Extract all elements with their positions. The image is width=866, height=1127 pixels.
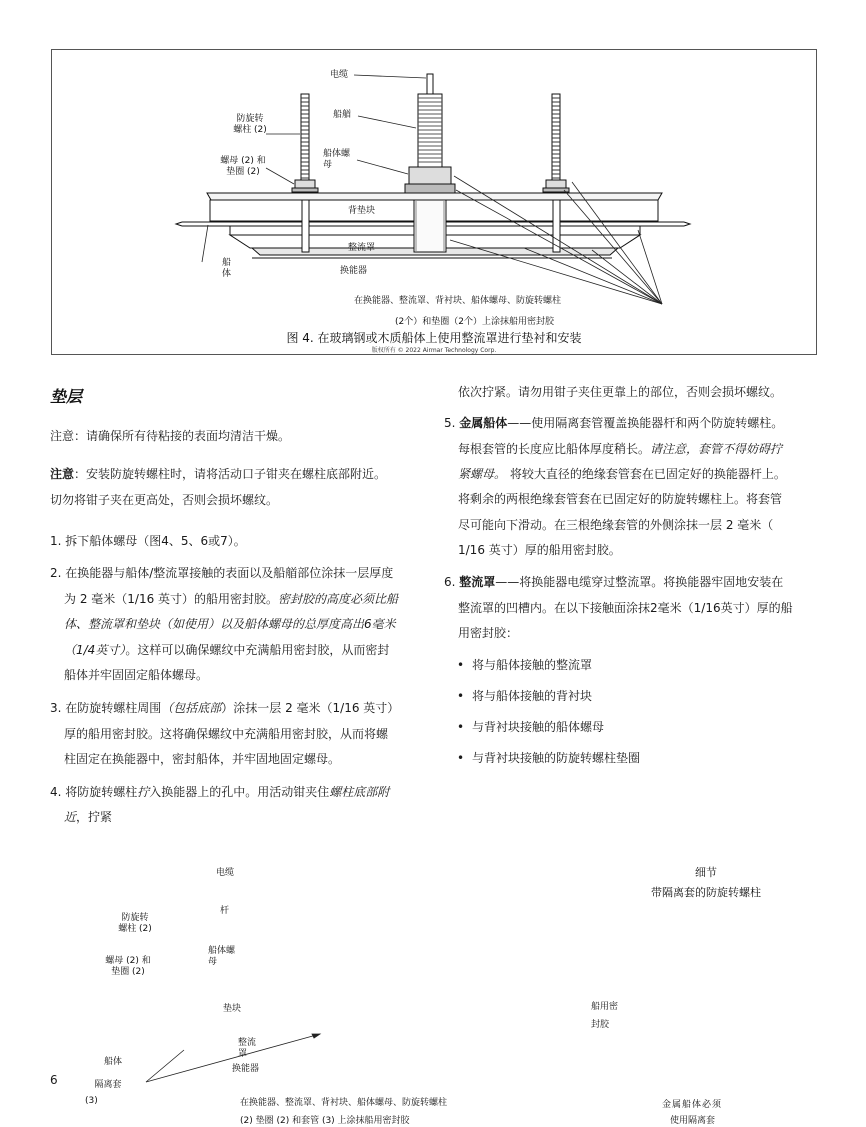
copyright: 版权所有 © 2022 Airmar Technology Corp. — [371, 347, 497, 354]
step-2-line-2: 为 2 毫米（1/16 英寸）的船用密封胶。密封胶的高度必须比船 — [64, 592, 399, 606]
label-apply-sealant-2: (2) 垫圈 (2) 和套管 (3) 上涂抹船用密封胶 — [240, 1116, 410, 1126]
label-cable: 电缆 — [330, 70, 349, 80]
label-hull: 船 体 — [222, 258, 232, 279]
step-2-line-3: 体、整流罩和垫块（如使用）以及船体螺母的总厚度高出6毫米 — [64, 617, 396, 631]
step-5-line-6: 1/16 英寸）厚的船用密封胶。 — [458, 543, 621, 557]
step-4-line-1: 4. 将防旋转螺柱拧入换能器上的孔中。用活动钳夹住螺柱底部附 — [50, 785, 390, 799]
label-block: 垫块 — [223, 1004, 242, 1014]
label-sleeve: 隔离套 — [94, 1080, 122, 1090]
installation-diagram — [52, 50, 816, 354]
step-5-line-1: 5. 金属船体——使用隔离套管覆盖换能器杆和两个防旋转螺柱。 — [444, 416, 784, 430]
label-stud: 防旋转 螺柱 (2) — [118, 913, 152, 934]
bullet-item: • 与背衬块接触的船体螺母 — [472, 719, 604, 735]
label-transducer: 换能器 — [232, 1064, 260, 1074]
step-5-line-3: 紧螺母。 将较大直径的绝缘套管套在已固定好的换能器杆上。 — [458, 467, 786, 481]
label-hull: 船体 — [104, 1057, 123, 1067]
label-detail: 细节 — [695, 866, 717, 879]
step-5-line-2: 每根套管的长度应比船体厚度稍长。请注意，套管不得妨碍拧 — [458, 442, 783, 456]
step-3-line-2: 厚的船用密封胶。这将确保螺纹中充满船用密封胶，从而将螺 — [64, 727, 389, 741]
label-nut-washer: 螺母 (2) 和 垫圈 (2) — [220, 156, 266, 177]
step-3-line-1: 3. 在防旋转螺柱周围（包括底部）涂抹一层 2 毫米（1/16 英寸） — [50, 701, 400, 715]
label-metal-hull: 金属船体必须 — [662, 1100, 723, 1110]
note-2-line-2: 切勿将钳子夹在更高处，否则会损坏螺纹。 — [50, 493, 279, 507]
note-1: 注意：请确保所有待粘接的表面均清洁干燥。 — [50, 429, 291, 443]
label-apply-sealant-2: (2个）和垫圈（2个）上涂抹船用密封胶 — [395, 317, 554, 327]
step-3-line-3: 柱固定在换能器中，密封船体，并牢固地固定螺母。 — [64, 752, 341, 766]
page-number: 6 — [50, 1073, 58, 1087]
label-apply-sealant: 在换能器、整流罩、背衬块、船体螺母、防旋转螺柱 — [240, 1098, 448, 1108]
label-sealant: 船用密 封胶 — [591, 1002, 619, 1030]
label-fairing: 整流罩 — [348, 243, 376, 253]
step-4-line-2: 近，拧紧 — [64, 810, 113, 824]
label-stud: 防旋转 螺柱 (2) — [233, 114, 267, 135]
label-apply-sealant-1: 在换能器、整流罩、背衬块、船体螺母、防旋转螺柱 — [354, 296, 562, 306]
step-4-continued: 依次拧紧。请勿用钳子夹住更靠上的部位，否则会损坏螺纹。 — [458, 385, 783, 399]
bullet-item: • 将与船体接触的整流罩 — [472, 657, 592, 673]
step-6-line-2: 整流罩的凹槽内。在以下接触面涂抹2毫米（1/16英寸）厚的船 — [458, 601, 793, 615]
step-6-line-1: 6. 整流罩——将换能器电缆穿过整流罩。将换能器牢固地安装在 — [444, 575, 784, 589]
label-cable: 电缆 — [216, 868, 235, 878]
label-hull-nut: 船体螺 母 — [208, 946, 236, 967]
label-nut-washer: 螺母 (2) 和 垫圈 (2) — [105, 956, 151, 977]
step-6-line-3: 用密封胶： — [458, 626, 519, 640]
step-5-line-5: 尽可能向下滑动。在三根绝缘套管的外侧涂抹一层 2 毫米（ — [458, 518, 774, 532]
figure-caption: 图 4. 在玻璃钢或木质船体上使用整流罩进行垫衬和安装 — [286, 331, 582, 345]
label-transducer: 换能器 — [340, 266, 368, 276]
label-hull-nut: 船体螺 母 — [323, 149, 351, 170]
label-sleeve-count: (3) — [85, 1096, 98, 1106]
step-2-line-5: 船体并牢固固定船体螺母。 — [64, 668, 209, 682]
section-heading: 垫层 — [50, 387, 83, 406]
bullet-item: • 将与船体接触的背衬块 — [472, 688, 592, 704]
step-1: 1. 拆下船体螺母（图4、5、6或7）。 — [50, 534, 246, 548]
bullet-item: • 与背衬块接触的防旋转螺柱垫圈 — [472, 750, 640, 766]
label-stem: 船艏 — [333, 110, 352, 120]
step-2-line-4: （1/4英寸）。这样可以确保螺纹中充满船用密封胶，从而密封 — [64, 643, 390, 657]
figure-4 — [51, 49, 817, 355]
step-2-line-1: 2. 在换能器与船体/整流罩接触的表面以及船艏部位涂抹一层厚度 — [50, 566, 394, 580]
figure-5-partial — [40, 860, 840, 1126]
step-5-line-4: 将剩余的两根绝缘套管套在已固定好的防旋转螺柱上。将套管 — [458, 492, 783, 506]
label-fairing: 整流 罩 — [238, 1038, 257, 1059]
label-rod: 杆 — [220, 906, 230, 916]
note-2-line-1: 注意：安装防旋转螺柱时，请将活动口子钳夹在螺柱底部附近。 — [50, 467, 387, 481]
label-metal-hull-2: 使用隔离套 — [670, 1116, 716, 1126]
label-detail-subtitle: 带隔离套的防旋转螺柱 — [651, 886, 761, 899]
label-backing-block: 背垫块 — [348, 206, 376, 216]
